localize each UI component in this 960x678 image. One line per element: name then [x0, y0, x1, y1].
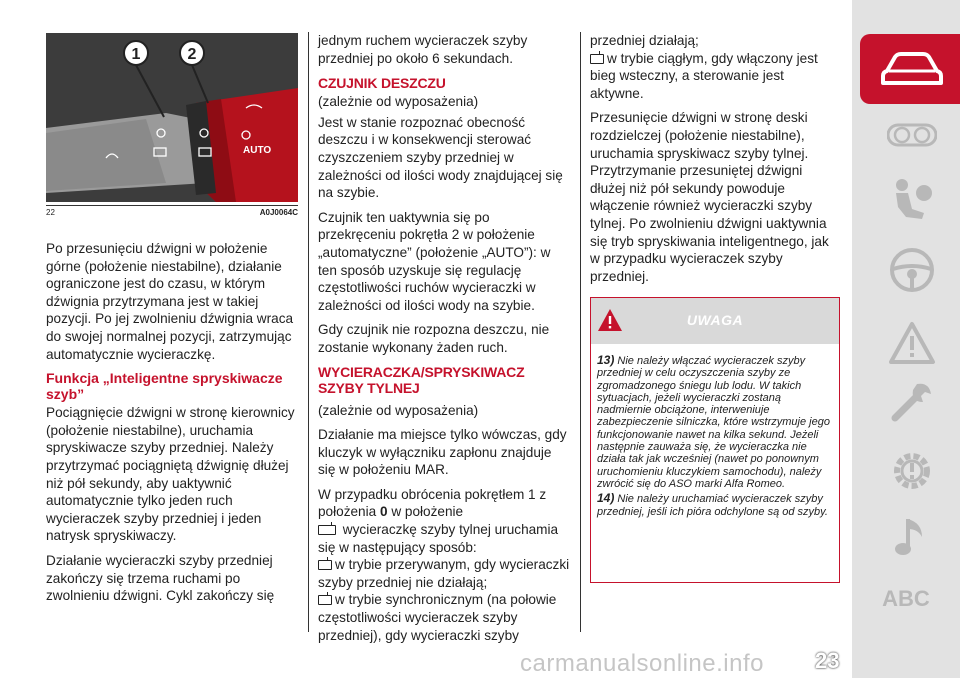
wrench-icon[interactable]: [880, 376, 944, 426]
bullet-icon: [318, 560, 332, 570]
column-divider: [308, 32, 309, 632]
column-3: [590, 32, 840, 292]
column-1: [46, 240, 298, 612]
col2-paragraph-4: Gdy czujnik nie rozpozna deszczu, nie zostanie wykonany żaden ruch.: [318, 322, 550, 355]
airbag-person-icon[interactable]: [880, 176, 944, 224]
bullet-intermittent: w trybie przerywanym, gdy wycieraczki szyby przedniej nie działają;: [318, 557, 570, 590]
col2-paragraph-6: W przypadku obrócenia pokrętłem 1 z położenia 0 w położenie wycieraczkę szyby tylnej uruchamia się w następujący sposób:: [318, 486, 559, 555]
heading-rear-wiper: WYCIERACZKA/SPRYSKIWACZ SZYBY TYLNEJ: [318, 363, 525, 396]
auto-label: AUTO: [243, 145, 272, 156]
callout-1-label: 1: [131, 46, 141, 63]
music-note-icon[interactable]: [880, 512, 944, 562]
col3-paragraph-2: Przesunięcie dźwigni w stronę deski rozdzielczej (położenie niestabilne), uruchamia spryskiwacz szyby tylnej. Przytrzymanie przesuniętej dźwigni dłużej niż pół sekundy powoduje włączenie również wycieraczki szyby tylnej. Po zwolnieniu dźwigni uaktywnia się tryb spryskiwania inteligentnego, jak w przypadku wycieraczek szyby przedniej.: [590, 110, 829, 284]
figure-code: A0J0064C: [259, 208, 298, 217]
position-zero: 0: [379, 504, 388, 520]
heading-rain-sensor: CZUJNIK DESZCZU: [318, 75, 446, 92]
stalk-illustration: [46, 33, 298, 202]
col1-paragraph-2: Pociągnięcie dźwigni w stronę kierownicy (położenie niestabilne), uruchamia spryskiwacze szyby przedniej. Należy przytrzymać pociągniętą dźwignię dłużej niż pół sekundy, aby uaktywnić automatycznie tylko jeden ruch wycieraczek szyby przedniej i jeden natrysk spryskiwaczy.: [46, 405, 295, 544]
col2-paragraph-1: jednym ruchem wycieraczek szyby przedniej po około 6 sekundach.: [318, 33, 528, 66]
col1-paragraph-3: Działanie wycieraczki szyby przedniej zakończy się trzema ruchami po zwolnieniu dźwigni. Cykl zakończy się: [46, 552, 275, 604]
figure-caption: [46, 205, 298, 219]
dashboard-gauges-icon[interactable]: [880, 120, 944, 150]
rear-wiper-icon: [318, 525, 336, 535]
bullet-icon: [590, 54, 604, 64]
rain-sensor-equipment-note: (zależnie od wyposażenia): [318, 94, 479, 110]
column-2: [318, 32, 570, 644]
warning-header: [591, 298, 839, 344]
col2-paragraph-2: Jest w stanie rozpoznać obecność deszczu i w konsekwencji sterować czyszczeniem szyby przedniej w zależności od ilości wody znajdującej się na szybie.: [318, 114, 563, 201]
bullet-synchronous: w trybie synchronicznym (na połowie częstotliwości wycieraczek szyby przedniej), gdy wycieraczki szyby: [318, 592, 557, 643]
warning-triangle-icon[interactable]: [880, 318, 944, 368]
column-divider: [580, 32, 581, 632]
page-number: 23: [815, 648, 840, 673]
sidebar-item-abc[interactable]: ABC: [882, 586, 930, 611]
watermark: carmanualsonline.info: [520, 650, 764, 677]
steering-wheel-icon[interactable]: [880, 246, 944, 294]
heading-intelligent-washers: Funkcja „Inteligentne spryskiwacze szyb”: [46, 370, 283, 403]
warning-box: [590, 297, 840, 583]
callout-2-label: 2: [187, 46, 197, 63]
warning-body: [591, 344, 839, 518]
col1-paragraph-1: Po przesunięciu dźwigni w położenie górne (położenie niestabilne), działanie ograniczone jest do czasu, w którym dźwignia przytrzymana jest w takiej pozycji. Po jej zwolnieniu dźwignia wraca do swojej normalnej pozycji, zatrzymując automatycznie wycieraczkę.: [46, 241, 294, 362]
col2-paragraph-5: Działanie ma miejsce tylko wówczas, gdy kluczyk w wyłączniku zapłonu znajduje się w położeniu MAR.: [318, 427, 567, 478]
rear-wiper-equipment-note: (zależnie od wyposażenia): [318, 402, 479, 418]
warning-item-13: 13) Nie należy włączać wycieraczek szyby przedniej w celu oczyszczenia szyby ze zgromadzonego śniegu lub lodu. W takich sytuacjach, jeżeli wycieraczki zostaną nadmiernie obciążone, interweniuje zabezpieczenie silniczka, które wstrzymuje jego funkcjonowanie nawet na kilka sekund. Jeżeli następnie zauważa się, że wycieraczka nie działa tak jak wcześniej (nawet po ponownym uruchomieniu kluczykiem samochodu), należy zwrócić się do ASO marki Alfa Romeo.: [597, 353, 830, 490]
bullet-continuous: w trybie ciągłym, gdy włączony jest bieg wsteczny, a sterowanie jest aktywne.: [590, 50, 818, 101]
warning-item-14: 14) Nie należy uruchamiać wycieraczek szyby przedniej, jeśli ich pióra odchylone są od szyby.: [597, 491, 828, 518]
figure-page-ref: 22: [46, 208, 55, 217]
warning-title: UWAGA: [686, 312, 744, 328]
car-icon[interactable]: [868, 44, 956, 94]
col3-paragraph-1: przedniej działają;: [590, 33, 699, 48]
wiper-stalk-drawing: [46, 33, 298, 202]
gear-service-icon[interactable]: [880, 446, 944, 496]
bullet-icon: [318, 595, 332, 605]
col2-paragraph-3: Czujnik ten uaktywnia się po przekręceniu pokrętła 2 w położenie „automatyczne” (położenie „AUTO”): w ten sposób uzyskuje się regulację częstotliwości ruchów wycieraczki w zależności od ilości wody na szybie.: [318, 209, 551, 313]
